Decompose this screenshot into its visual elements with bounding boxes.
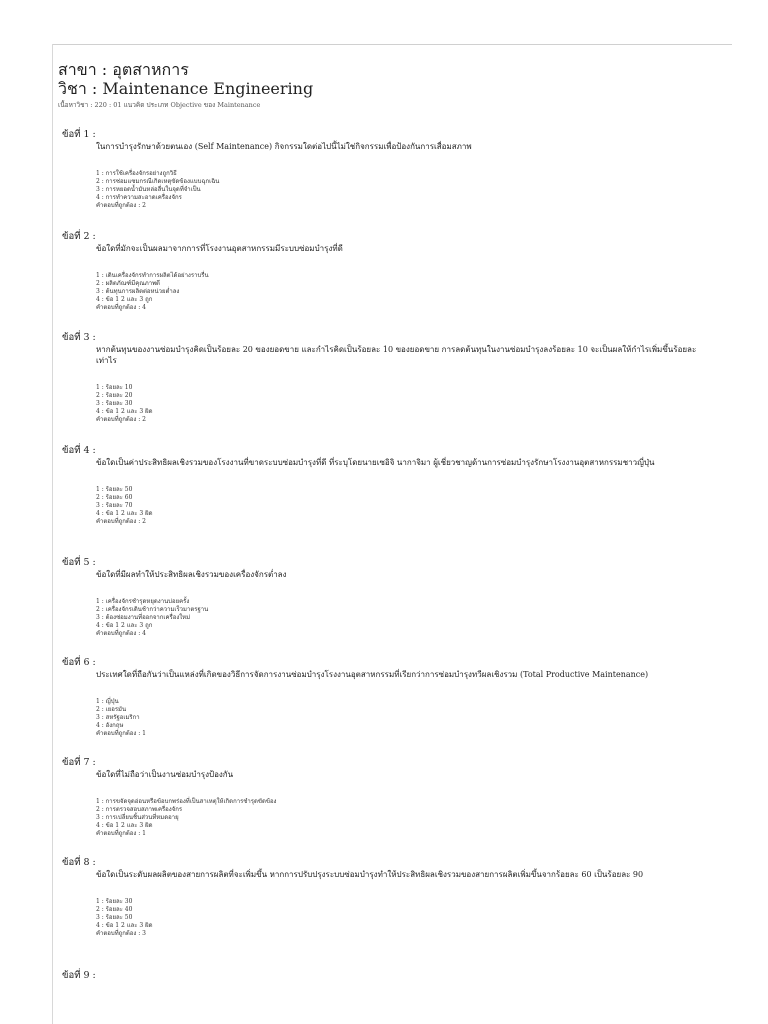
option-list [96, 384, 702, 424]
question-text: หากต้นทุนของงานซ่อมบำรุงคิดเป็นร้อยละ 20 ของยอดขาย และกำไรคิดเป็นร้อยละ 10 ของยอดขาย การลดต้นทุนในงานซ่อมบำรุงลงร้อยละ 10 จะเป็นผลให้กำไรเพิ่มขึ้นร้อยละเท่าไร [96, 345, 697, 365]
question-list [62, 129, 702, 990]
question-text: ข้อใดที่มักจะเป็นผลมาจากการที่โรงงานอุตสาหกรรมมีระบบซ่อมบำรุงที่ดี [96, 244, 343, 253]
option: 1 : เครื่องจักรชำรุดหยุดงานบ่อยครั้ง [96, 598, 190, 605]
option: 2 : การซ่อมแซมกรณีเกิดเหตุขัดข้องแบบฉุกเฉิน [96, 178, 220, 185]
content-subtitle: เนื้อหาวิชา : 220 : 01 แนวคิด ประเภท Objective ของ Maintenance [58, 101, 261, 109]
correct-answer: คำตอบที่ถูกต้อง : 1 [96, 830, 146, 837]
question-item [62, 332, 702, 445]
question-number: ข้อที่ 3 : [62, 332, 96, 343]
option: 1 : การใช้เครื่องจักรอย่างถูกวิธี [96, 170, 177, 177]
correct-answer: คำตอบที่ถูกต้อง : 2 [96, 202, 146, 209]
option: 3 : ต้องซ่อมงานที่ออกจากเครื่องใหม่ [96, 614, 191, 621]
question-item [62, 557, 702, 657]
left-border [52, 44, 53, 1024]
correct-answer: คำตอบที่ถูกต้อง : 2 [96, 518, 146, 525]
question-number: ข้อที่ 5 : [62, 557, 96, 568]
option-list [96, 170, 702, 210]
option: 2 : การตรวจสอบสภาพเครื่องจักร [96, 806, 183, 813]
question-text: ข้อใดที่มีผลทำให้ประสิทธิผลเชิงรวมของเครื่องจักรต่ำลง [96, 570, 287, 579]
question-text: ข้อใดเป็นค่าประสิทธิผลเชิงรวมของโรงงานที่ขาดระบบซ่อมบำรุงที่ดี ที่ระบุโดยนายเซอิจิ นากาจิมา ผู้เชี่ยวชาญด้านการซ่อมบำรุงรักษาโรงงานอุตสาหกรรมชาวญี่ปุ่น [96, 458, 655, 467]
option: 4 : ข้อ 1 2 และ 3 ผิด [96, 922, 153, 929]
question-item [62, 657, 702, 757]
option: 1 : ร้อยละ 10 [96, 384, 133, 391]
option: 3 : ร้อยละ 30 [96, 400, 133, 407]
option: 4 : ข้อ 1 2 และ 3 ผิด [96, 822, 153, 829]
option: 2 : ร้อยละ 20 [96, 392, 133, 399]
top-border [52, 44, 732, 45]
question-number: ข้อที่ 7 : [62, 757, 96, 768]
option: 4 : ข้อ 1 2 และ 3 ถูก [96, 622, 153, 629]
option-list [96, 272, 702, 312]
option: 2 : เครื่องจักรเดินช้ากว่าความเร็วมาตรฐาน [96, 606, 209, 613]
question-number: ข้อที่ 6 : [62, 657, 96, 668]
option-list [96, 486, 702, 526]
question-item [62, 757, 702, 857]
question-text: ประเทศใดที่ถือกันว่าเป็นแหล่งที่เกิดของวิธีการจัดการงานซ่อมบำรุงโรงงานอุตสาหกรรมที่เรียกว่าการซ่อมบำรุงทวีผลเชิงรวม (Total Productive Maintenance) [96, 670, 649, 679]
option: 3 : ต้นทุนการผลิตต่อหน่วยต่ำลง [96, 288, 180, 295]
correct-answer: คำตอบที่ถูกต้อง : 2 [96, 416, 146, 423]
question-item [62, 231, 702, 332]
option: 4 : ข้อ 1 2 และ 3 ถูก [96, 296, 153, 303]
document-header [58, 60, 313, 110]
correct-answer: คำตอบที่ถูกต้อง : 4 [96, 630, 146, 637]
option: 2 : ร้อยละ 60 [96, 494, 133, 501]
option: 4 : ข้อ 1 2 และ 3 ผิด [96, 510, 153, 517]
option: 1 : การขจัดจุดอ่อนหรือข้อบกพร่องที่เป็นสาเหตุให้เกิดการชำรุดขัดข้อง [96, 798, 277, 805]
option: 2 : ร้อยละ 40 [96, 906, 133, 913]
option: 2 : เยอรมัน [96, 706, 127, 713]
correct-answer: คำตอบที่ถูกต้อง : 1 [96, 730, 146, 737]
option: 3 : ร้อยละ 50 [96, 914, 133, 921]
option: 1 : เดินเครื่องจักรทำการผลิตได้อย่างราบรื่น [96, 272, 209, 279]
question-text: ในการบำรุงรักษาด้วยตนเอง (Self Maintenance) กิจกรรมใดต่อไปนี้ไม่ใช่กิจกรรมเพื่อป้องกันการเสื่อมสภาพ [96, 142, 472, 151]
option: 1 : ร้อยละ 30 [96, 898, 133, 905]
option: 4 : ข้อ 1 2 และ 3 ผิด [96, 408, 153, 415]
question-number: ข้อที่ 1 : [62, 129, 96, 140]
question-item [62, 857, 702, 970]
option: 3 : สหรัฐอเมริกา [96, 714, 140, 721]
option: 4 : อังกฤษ [96, 722, 124, 729]
question-number: ข้อที่ 9 : [62, 970, 96, 981]
correct-answer: คำตอบที่ถูกต้อง : 3 [96, 930, 146, 937]
option: 3 : การเปลี่ยนชิ้นส่วนที่หมดอายุ [96, 814, 179, 821]
option: 3 : ร้อยละ 70 [96, 502, 133, 509]
subject-title: วิชา : Maintenance Engineering [58, 79, 314, 98]
question-number: ข้อที่ 8 : [62, 857, 96, 868]
question-item [62, 445, 702, 557]
option-list [96, 798, 702, 838]
option-list [96, 598, 702, 638]
option: 3 : การหยอดน้ำมันหล่อลื่นในจุดที่จำเป็น [96, 186, 201, 193]
correct-answer: คำตอบที่ถูกต้อง : 4 [96, 304, 146, 311]
option-list [96, 898, 702, 938]
question-number: ข้อที่ 2 : [62, 231, 96, 242]
option-list [96, 698, 702, 738]
branch-title: สาขา : อุตสาหการ [58, 60, 189, 79]
option: 4 : การทำความสะอาดเครื่องจักร [96, 194, 182, 201]
question-text: ข้อใดเป็นระดับผลผลิตของสายการผลิตที่จะเพิ่มขึ้น หากการปรับปรุงระบบซ่อมบำรุงทำให้ประสิทธิผลเชิงรวมของสายการผลิตเพิ่มขึ้นจากร้อยละ 60 เป็นร้อยละ 90 [96, 870, 644, 879]
option: 1 : ญี่ปุ่น [96, 698, 119, 705]
question-number: ข้อที่ 4 : [62, 445, 96, 456]
option: 1 : ร้อยละ 50 [96, 486, 133, 493]
question-item [62, 129, 702, 231]
question-item [62, 970, 702, 990]
option: 2 : ผลิตภัณฑ์มีคุณภาพดี [96, 280, 160, 287]
question-text: ข้อใดที่ไม่ถือว่าเป็นงานซ่อมบำรุงป้องกัน [96, 770, 234, 779]
